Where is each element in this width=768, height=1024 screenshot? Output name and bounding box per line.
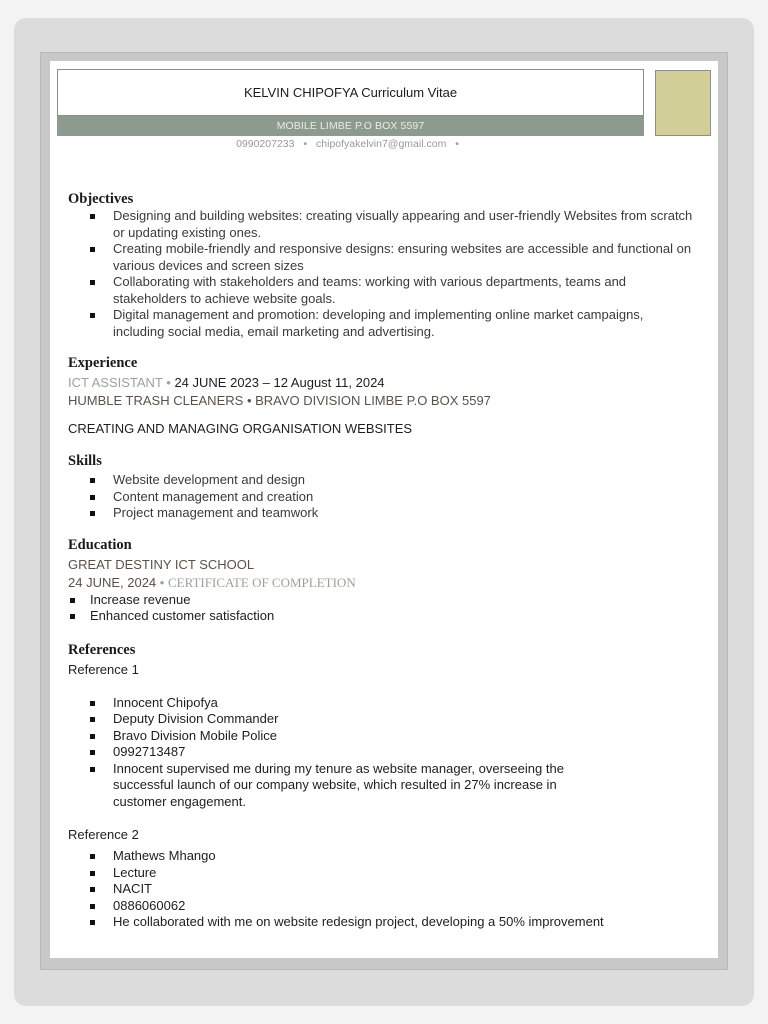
education-date-line xyxy=(68,574,698,592)
experience-company-line xyxy=(68,392,698,410)
objectives-list xyxy=(68,208,698,340)
skills-list xyxy=(68,472,698,522)
address-text: MOBILE LIMBE P.O BOX 5597 xyxy=(276,120,425,132)
list-item: Enhanced customer satisfaction xyxy=(68,608,698,625)
company-name: HUMBLE TRASH CLEANERS xyxy=(68,393,244,408)
award-name: CERTIFICATE OF COMPLETION xyxy=(167,574,356,590)
reference-1-label: Reference 1 xyxy=(68,661,139,677)
section-heading-references: References xyxy=(68,641,136,658)
reference-1-list xyxy=(68,695,608,811)
title-box xyxy=(57,69,644,116)
list-item: Designing and building websites: creating visually appearing and user-friendly Websites from scratch or updating existing ones. xyxy=(68,208,698,241)
graduation-date: 24 JUNE, 2024 xyxy=(68,574,157,590)
list-item: He collaborated with me on website redesign project, developing a 50% improvement xyxy=(68,914,698,931)
education-list xyxy=(68,592,698,625)
separator: • xyxy=(159,574,165,590)
separator: • xyxy=(246,393,252,408)
section-heading-experience: Experience xyxy=(68,355,138,371)
company-location: BRAVO DIVISION LIMBE P.O BOX 5597 xyxy=(255,393,491,408)
list-item: Website development and design xyxy=(68,472,698,489)
list-item: Innocent supervised me during my tenure as website manager, overseeing the successful launch of our company website, which resulted in 27% increase in customer engagement. xyxy=(68,761,608,811)
list-item: Project management and teamwork xyxy=(68,505,698,522)
email-address: chipofyakelvin7@gmail.com xyxy=(316,138,447,150)
list-item: Creating mobile-friendly and responsive designs: ensuring websites are accessible and functional on various devices and screen sizes xyxy=(68,241,698,274)
reference-2-list xyxy=(68,848,698,931)
list-item: Content management and creation xyxy=(68,489,698,506)
job-title: ICT ASSISTANT xyxy=(68,375,163,390)
list-item: Deputy Division Commander xyxy=(68,711,608,728)
resume-body xyxy=(68,190,698,931)
list-item: Increase revenue xyxy=(68,592,698,609)
list-item: NACIT xyxy=(68,881,698,898)
list-item: Innocent Chipofya xyxy=(68,695,608,712)
document-title: KELVIN CHIPOFYA Curriculum Vitae xyxy=(243,85,458,100)
section-heading-education: Education xyxy=(68,536,132,553)
phone-number: 0990207233 xyxy=(236,138,295,150)
experience-role-line xyxy=(68,374,698,392)
section-heading-skills: Skills xyxy=(68,453,102,469)
list-item: Collaborating with stakeholders and teams: working with various departments, teams and stakeholders to achieve website goals. xyxy=(68,274,698,307)
reference-2-label: Reference 2 xyxy=(68,827,139,842)
photo-placeholder xyxy=(655,70,711,136)
contact-separator: • xyxy=(303,138,308,150)
contact-separator: • xyxy=(455,138,459,150)
school-name: GREAT DESTINY ICT SCHOOL xyxy=(68,556,255,572)
list-item: Mathews Mhango xyxy=(68,848,698,865)
list-item: Digital management and promotion: developing and implementing online market campaigns, including social media, email marketing and advertising. xyxy=(68,307,698,340)
list-item: Lecture xyxy=(68,865,698,882)
separator: • xyxy=(166,375,171,390)
section-heading-objectives: Objectives xyxy=(68,191,134,207)
document-page xyxy=(50,61,718,958)
job-dates: 24 JUNE 2023 – 12 August 11, 2024 xyxy=(174,375,385,390)
list-item: 0886060062 xyxy=(68,898,698,915)
list-item: 0992713487 xyxy=(68,744,608,761)
experience-description: CREATING AND MANAGING ORGANISATION WEBSITES xyxy=(68,421,413,436)
address-band xyxy=(57,116,644,136)
list-item: Bravo Division Mobile Police xyxy=(68,728,608,745)
contact-line xyxy=(57,138,644,152)
